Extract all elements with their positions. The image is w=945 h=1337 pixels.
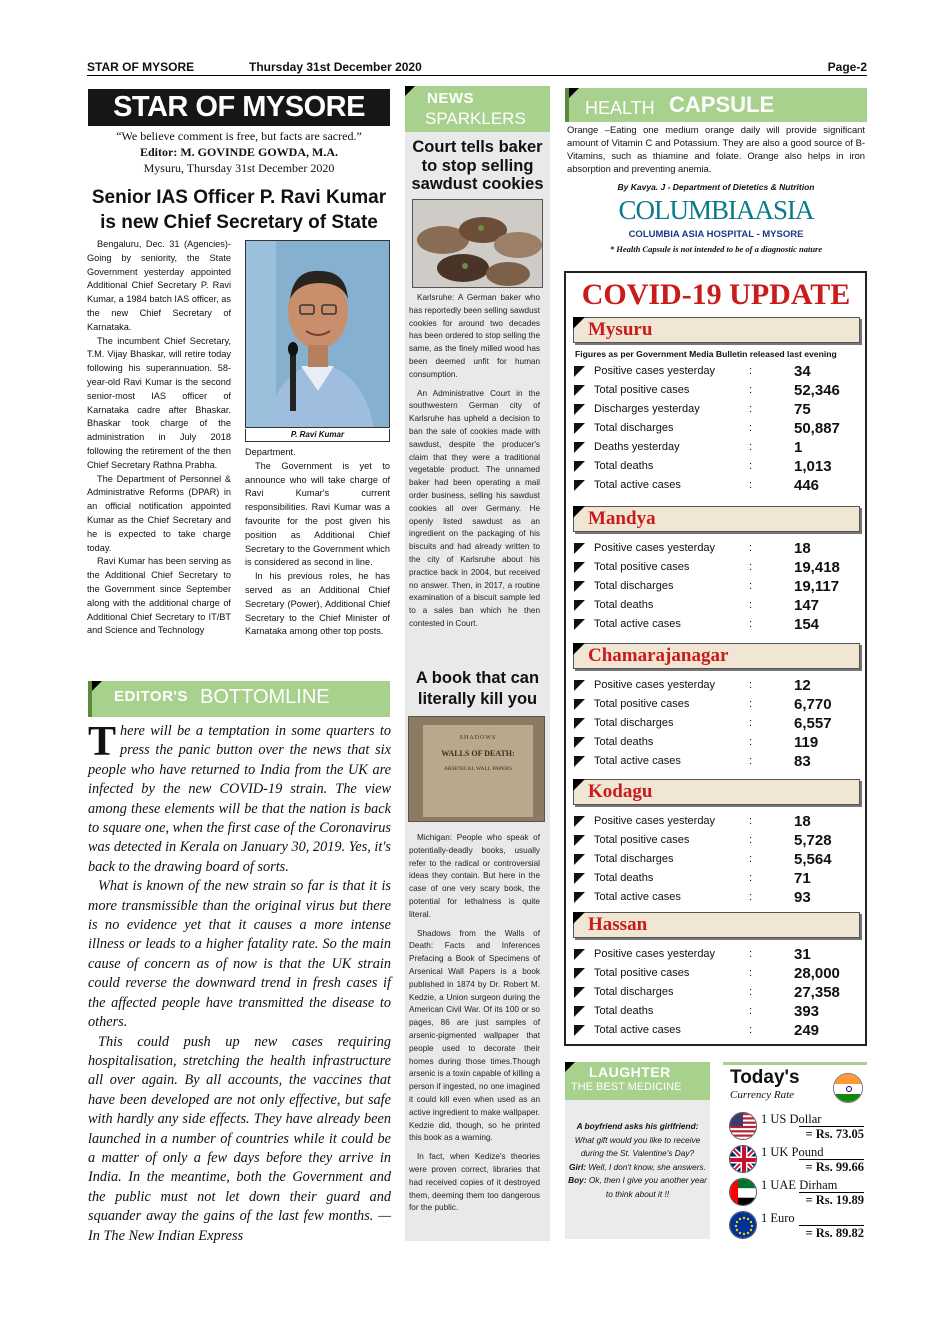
covid-row — [574, 888, 859, 907]
paragraph: Bengaluru, Dec. 31 (Agencies)- Going by seniority, the State Government yesterday appointed Additional Chief Secretary P. Ravi Kumar, a 1984 batch IAS officer, as the new Chief Secretary of Karnataka. — [87, 239, 231, 332]
story2-text — [409, 832, 540, 1221]
arrow-icon — [574, 480, 585, 491]
covid-row — [574, 676, 859, 695]
covid-row-label: Total discharges — [594, 986, 674, 998]
covid-row-value: 19,418 — [794, 559, 840, 576]
corner-triangle — [573, 317, 585, 329]
covid-row-label: Positive cases yesterday — [594, 542, 716, 554]
best-medicine-label: THE BEST MEDICINE — [571, 1081, 682, 1093]
currency-row — [729, 1145, 864, 1175]
separator: : — [749, 967, 753, 979]
separator: : — [749, 460, 753, 472]
joke-text: A boyfriend asks his girlfriend: — [576, 1121, 699, 1131]
masthead-block — [88, 128, 390, 176]
separator: : — [749, 986, 753, 998]
book-title-line-2: WALLS OF DEATH: — [441, 749, 515, 758]
ravi-kumar-photo — [245, 240, 390, 428]
covid-row-value: 6,770 — [794, 696, 832, 713]
photo-caption: P. Ravi Kumar — [245, 429, 390, 442]
story1-text — [409, 292, 540, 637]
arrow-icon — [574, 949, 585, 960]
covid-row-value: 34 — [794, 363, 811, 380]
paragraph: Shadows from the Walls of Death: Facts and Inferences Prefacing a Book of Specimens of Arsenical Wall Papers is a book published in 1874 by Dr. Robert M. Kedzie, a Union surgeon during the American Civil War. Of its 100 or so pages, 86 are just samples of arsenic-pigmented wallpaper that people used to decorate their homes during those times.Though arsenic is a toxin capable of killing a person if ingested, no one imagined it could kill even when used as an active ingredient to make wallpaper. Kedzie did, though, so he printed this book as a warning. — [409, 928, 540, 1143]
arrow-icon — [574, 835, 585, 846]
covid-row-label: Total positive cases — [594, 967, 690, 979]
corner-triangle — [573, 779, 585, 791]
covid-row — [574, 945, 859, 964]
paragraph: An Administrative Court in the southwestern German city of Karlsruhe has upheld a decision to ban the sale of cookies made with sawdust, despite the producer's claim that they were a traditional vegetable product. The unnamed baker had been operating a mail order business, selling his sawdust cookies all over Germany. He openly listed sawdust as an ingredient on the packaging of his biscuits and had already written to the city of Karlsruhe about his practice back in 2004, but received no answer. Then, in 2017, a routine examination of a biscuit sample led to a sales ban which he then contested in Court. — [409, 388, 540, 628]
sparklers-label: SPARKLERS — [425, 109, 526, 128]
joke-text: Well, I don't know, she answers. — [586, 1161, 706, 1172]
health-capsule-text: Orange –Eating one medium orange daily will provide significant amount of Vitamin C and Potassium. They are also a good source of B-Vitamins, such as thiamine and folate. Orange also helps in iron absorption and preventing anemia. — [567, 124, 865, 174]
currency-name: 1 UAE Dirham — [761, 1178, 838, 1192]
book-cover — [423, 725, 533, 817]
paragraph: Ravi Kumar has been serving as the Additional Chief Secretary to the Government since September along with the additional charge of Additional Chief Secretary to IT/BT and Science and Technology — [87, 556, 231, 636]
district-name: Kodagu — [588, 781, 653, 802]
arrow-icon — [574, 816, 585, 827]
covid-row — [574, 400, 859, 419]
covid-row-value: 31 — [794, 946, 811, 963]
district-header-hassan — [573, 912, 860, 938]
covid-row-label: Total active cases — [594, 618, 681, 630]
corner-triangle — [405, 86, 415, 96]
currency-value: = Rs. 19.89 — [799, 1192, 864, 1208]
district-name: Hassan — [588, 914, 648, 935]
health-capsule-header — [565, 88, 867, 122]
covid-row-label: Positive cases yesterday — [594, 365, 716, 377]
arrow-icon — [574, 968, 585, 979]
separator: : — [749, 815, 753, 827]
running-header-page: Page-2 — [827, 60, 867, 74]
covid-row — [574, 438, 859, 457]
story2-headline: A book that can literally kill you — [415, 669, 540, 708]
uk-flag-icon — [729, 1145, 757, 1173]
covid-row — [574, 964, 859, 983]
dropcap: T — [88, 719, 117, 765]
corner-triangle — [573, 912, 585, 924]
covid-row-value: 119 — [794, 734, 819, 751]
separator: : — [749, 679, 753, 691]
masthead-dateline: Mysuru, Thursday 31st December 2020 — [143, 161, 335, 175]
capsule-label: CAPSULE — [669, 92, 775, 117]
arrow-icon — [574, 854, 585, 865]
arrow-icon — [574, 366, 585, 377]
covid-row-value: 393 — [794, 1003, 820, 1020]
covid-row-label: Total positive cases — [594, 834, 690, 846]
covid-row-label: Total active cases — [594, 479, 681, 491]
cookies-photo — [412, 199, 543, 288]
arrow-icon — [574, 987, 585, 998]
covid-row-label: Total deaths — [594, 599, 654, 611]
masthead-motto: “We believe comment is free, but facts are sacred.” — [116, 129, 362, 143]
paragraph: In his previous roles, he has served as an Additional Chief Secretary (Power), Additional Chief Secretary to the Chief Minister of Karnataka among other top posts. — [245, 571, 390, 637]
separator: : — [749, 948, 753, 960]
joke-text: What gift would you like to receive during the St. Valentine's Day? — [574, 1134, 701, 1159]
book-title-line-3: ARSENICAL WALL PAPERS — [443, 766, 513, 772]
arrow-icon — [574, 423, 585, 434]
covid-row-value: 12 — [794, 677, 811, 694]
laughter-header — [565, 1062, 710, 1100]
book-photo — [408, 716, 545, 822]
separator: : — [749, 422, 753, 434]
separator: : — [749, 717, 753, 729]
separator: : — [749, 698, 753, 710]
district-header-mysuru — [573, 317, 860, 343]
health-byline: By Kavya. J - Department of Dietetics & Nutrition — [617, 182, 815, 192]
paragraph: What is known of the new strain so far is that it is more transmissible than the original virus but there is no evidence yet that it causes a more intense illness or leads to a higher fatality rate. So the main cause of concern as of now is that the UK strain could reverse the downward trend in fresh cases if the affected people have transmitted the disease to others. — [88, 878, 391, 1031]
separator: : — [749, 384, 753, 396]
laughter-label: LAUGHTER — [589, 1064, 671, 1080]
district-name: Mysuru — [588, 319, 653, 340]
covid-row — [574, 558, 859, 577]
currency-subtitle: Currency Rate — [730, 1089, 795, 1101]
joke-line — [567, 1120, 708, 1134]
arrow-icon — [574, 699, 585, 710]
covid-row — [574, 869, 859, 888]
covid-row-label: Positive cases yesterday — [594, 679, 716, 691]
laughter-box — [565, 1062, 710, 1239]
arrow-icon — [574, 600, 585, 611]
paragraph: The Government is yet to announce who will take charge of Ravi Kumar's current responsibilities. Ravi Kumar was a favourite for the post given his position as Additional Chief Secretary to the Government which is considered as second in line. — [245, 460, 390, 568]
corner-triangle — [565, 1062, 575, 1072]
separator: : — [749, 542, 753, 554]
health-disclaimer: * Health Capsule is not intended to be of a diagnostic nature — [609, 244, 823, 254]
covid-row-label: Total positive cases — [594, 384, 690, 396]
covid-row-label: Total deaths — [594, 872, 654, 884]
separator: : — [749, 853, 753, 865]
covid-row — [574, 596, 859, 615]
currency-value: = Rs. 99.66 — [799, 1159, 864, 1175]
paragraph: Michigan: People who speak of potentially-deadly books, usually refer to the radical or controversial ideas they contain. But here in the case of one very scary book, the potential for lethalness is quite literal. — [409, 833, 540, 919]
covid-row-label: Total deaths — [594, 1005, 654, 1017]
arrow-icon — [574, 680, 585, 691]
covid-row-value: 1,013 — [794, 458, 832, 475]
covid-row-value: 50,887 — [794, 420, 840, 437]
paragraph: In fact, when Kedize's theories were proven correct, libraries that had received copies of it destroyed them, deeming them too dangerous for the public. — [409, 1152, 540, 1213]
covid-row-label: Positive cases yesterday — [594, 948, 716, 960]
covid-row — [574, 362, 859, 381]
india-flag-icon — [833, 1073, 863, 1103]
covid-note: Figures as per Government Media Bulletin released last evening — [575, 349, 837, 359]
separator: : — [749, 580, 753, 592]
news-sparklers-header — [405, 86, 550, 132]
covid-row-value: 18 — [794, 540, 811, 557]
covid-row-label: Total discharges — [594, 580, 674, 592]
currency-box — [723, 1062, 867, 1239]
separator: : — [749, 479, 753, 491]
currency-row — [729, 1112, 864, 1142]
covid-row-label: Total discharges — [594, 853, 674, 865]
book-title-line-1: SHADOWS — [459, 735, 497, 741]
arrow-icon — [574, 442, 585, 453]
masthead-editor: Editor: M. GOVINDE GOWDA, M.A. — [140, 145, 338, 159]
currency-row — [729, 1211, 864, 1241]
currency-value: = Rs. 89.82 — [799, 1225, 864, 1241]
currency-name: 1 Euro — [761, 1211, 795, 1225]
covid-row-value: 249 — [794, 1022, 820, 1039]
covid-row — [574, 381, 859, 400]
covid-row — [574, 457, 859, 476]
covid-row-label: Positive cases yesterday — [594, 815, 716, 827]
covid-row-value: 75 — [794, 401, 811, 418]
covid-row-label: Total active cases — [594, 755, 681, 767]
covid-row-value: 27,358 — [794, 984, 840, 1001]
covid-row-value: 5,728 — [794, 832, 832, 849]
paragraph: Karlsruhe: A German baker who has reportedly been selling sawdust cookies for around two decades has been ordered to stop selling the same, as the finely milled wood has been deemed unfit for human consumption. — [409, 293, 540, 379]
lead-headline: Senior IAS Officer P. Ravi Kumar is new Chief Secretary of State — [91, 187, 387, 233]
running-header — [87, 60, 867, 76]
covid-row — [574, 476, 859, 495]
separator: : — [749, 599, 753, 611]
covid-row-value: 28,000 — [794, 965, 840, 982]
separator: : — [749, 736, 753, 748]
uae-flag-icon — [729, 1178, 757, 1206]
covid-row-label: Total active cases — [594, 891, 681, 903]
covid-row — [574, 983, 859, 1002]
bottomline-label: BOTTOMLINE — [200, 686, 330, 708]
covid-row-label: Total discharges — [594, 717, 674, 729]
arrow-icon — [574, 543, 585, 554]
covid-row — [574, 831, 859, 850]
arrow-icon — [574, 404, 585, 415]
paragraph: here will be a temptation in some quarters to press the panic button over the news that six people who have returned to India from the UK are infected by the new COVID-19 strain. The view among these elements will be that the nation is back to square one, when the first case of the Coronavirus was detected in Kerala on January 30, 2019. Yes, it's back to the drawing board of sorts. — [88, 723, 391, 875]
story1-headline: Court tells baker to stop selling sawdust cookies — [411, 138, 544, 193]
currency-header — [723, 1062, 867, 1106]
arrow-icon — [574, 581, 585, 592]
covid-row-value: 18 — [794, 813, 811, 830]
covid-row — [574, 539, 859, 558]
covid-row-label: Total deaths — [594, 460, 654, 472]
joke-line — [567, 1174, 708, 1201]
separator: : — [749, 755, 753, 767]
cookies-illustration — [413, 200, 543, 288]
paragraph: The incumbent Chief Secretary, T.M. Vijay Bhaskar, will retire today following his superannuation. 58-year-old Ravi Kumar is the second senior-most IAS officer of Karnataka cadre after Bhaskar. Bhaskar took charge of the administration in July 2018 following the retirement of the then Chief Secretary Rathna Prabha. — [87, 335, 231, 470]
running-header-paper: STAR OF MYSORE — [87, 60, 195, 74]
joke-text: Ok, then I give you another year to think about it !! — [586, 1175, 707, 1199]
covid-title: COVID-19 UPDATE — [581, 278, 851, 311]
covid-row-value: 1 — [794, 439, 803, 456]
portrait-illustration — [246, 241, 390, 428]
currency-value: = Rs. 73.05 — [799, 1126, 864, 1142]
covid-row — [574, 615, 859, 634]
currency-title: Today's — [730, 1067, 800, 1088]
separator: : — [749, 561, 753, 573]
currency-row — [729, 1178, 864, 1208]
news-label: NEWS — [427, 90, 474, 107]
separator: : — [749, 618, 753, 630]
separator: : — [749, 1005, 753, 1017]
covid-row-label: Total positive cases — [594, 561, 690, 573]
paragraph: Department. — [245, 447, 296, 457]
covid-row-label: Total active cases — [594, 1024, 681, 1036]
separator: : — [749, 441, 753, 453]
covid-row-label: Discharges yesterday — [594, 403, 700, 415]
covid-row — [574, 695, 859, 714]
covid-row-value: 52,346 — [794, 382, 840, 399]
covid-row-label: Total discharges — [594, 422, 674, 434]
speaker: Girl: — [568, 1161, 587, 1172]
currency-name: 1 US Dollar — [761, 1112, 822, 1126]
laughter-text — [567, 1120, 708, 1202]
covid-row-value: 71 — [794, 870, 811, 887]
arrow-icon — [574, 737, 585, 748]
district-header-chamarajanagar — [573, 643, 860, 669]
lead-column-2 — [245, 446, 390, 639]
editorial-text — [88, 719, 391, 1246]
covid-row-value: 83 — [794, 753, 811, 770]
district-header-kodagu — [573, 779, 860, 805]
covid-row-value: 93 — [794, 889, 811, 906]
corner-triangle — [573, 643, 585, 655]
covid-row-value: 6,557 — [794, 715, 832, 732]
editors-label: EDITOR'S — [114, 688, 188, 705]
eu-flag-icon — [729, 1211, 757, 1239]
covid-row-label: Deaths yesterday — [594, 441, 680, 453]
district-name: Chamarajanagar — [588, 645, 729, 666]
covid-row — [574, 752, 859, 771]
covid-row-value: 19,117 — [794, 578, 840, 595]
covid-row-label: Total positive cases — [594, 698, 690, 710]
covid-row — [574, 812, 859, 831]
district-name: Mandya — [588, 508, 656, 529]
covid-row-value: 446 — [794, 477, 820, 494]
separator: : — [749, 872, 753, 884]
lead-column-1 — [87, 238, 231, 638]
arrow-icon — [574, 562, 585, 573]
corner-triangle — [92, 681, 102, 691]
corner-triangle — [573, 506, 585, 518]
arrow-icon — [574, 873, 585, 884]
covid-row — [574, 1021, 859, 1040]
covid-row — [574, 577, 859, 596]
separator: : — [749, 365, 753, 377]
separator: : — [749, 403, 753, 415]
covid-row-label: Total deaths — [594, 736, 654, 748]
covid-row — [574, 733, 859, 752]
covid-row-value: 147 — [794, 597, 820, 614]
arrow-icon — [574, 461, 585, 472]
arrow-icon — [574, 619, 585, 630]
covid-row-value: 5,564 — [794, 851, 832, 868]
covid-row-value: 154 — [794, 616, 820, 633]
health-label: HEALTH — [585, 98, 655, 118]
joke-line — [567, 1134, 708, 1161]
editors-bottomline-header — [88, 681, 390, 717]
district-header-mandya — [573, 506, 860, 532]
covid-row — [574, 1002, 859, 1021]
arrow-icon — [574, 756, 585, 767]
separator: : — [749, 834, 753, 846]
running-header-date: Thursday 31st December 2020 — [249, 60, 422, 74]
separator: : — [749, 1024, 753, 1036]
paragraph: This could push up new cases requiring hospitalisation, stretching the health infrastructure all over again. By all accounts, the vaccines that have been developed are not only effective, but safe with hardly any side effects. They have already been launched in a number of countries while it could be a matter of only a few days before they arrive in India. In the meantime, both the Government and the public must not let down their guard and squander away the gains of the last few months. — In The New Indian Express — [88, 1033, 391, 1244]
covid-row — [574, 419, 859, 438]
covid-row — [574, 850, 859, 869]
arrow-icon — [574, 1025, 585, 1036]
arrow-icon — [574, 1006, 585, 1017]
covid-row — [574, 714, 859, 733]
arrow-icon — [574, 892, 585, 903]
corner-triangle — [569, 88, 579, 98]
joke-line — [567, 1161, 708, 1175]
columbia-asia-logo: COLUMBIAASIA — [618, 195, 814, 225]
currency-name: 1 UK Pound — [761, 1145, 824, 1159]
us-flag-icon — [729, 1112, 757, 1140]
hospital-name: COLUMBIA ASIA HOSPITAL - MYSORE — [628, 229, 804, 240]
paragraph: The Department of Personnel & Administrative Reforms (DPAR) in an official notification appointed Kumar as the Chief Secretary and he is expected to take charge today. — [87, 473, 231, 553]
arrow-icon — [574, 385, 585, 396]
masthead-title: STAR OF MYSORE — [88, 89, 390, 126]
separator: : — [749, 891, 753, 903]
speaker: Boy: — [568, 1175, 587, 1186]
arrow-icon — [574, 718, 585, 729]
